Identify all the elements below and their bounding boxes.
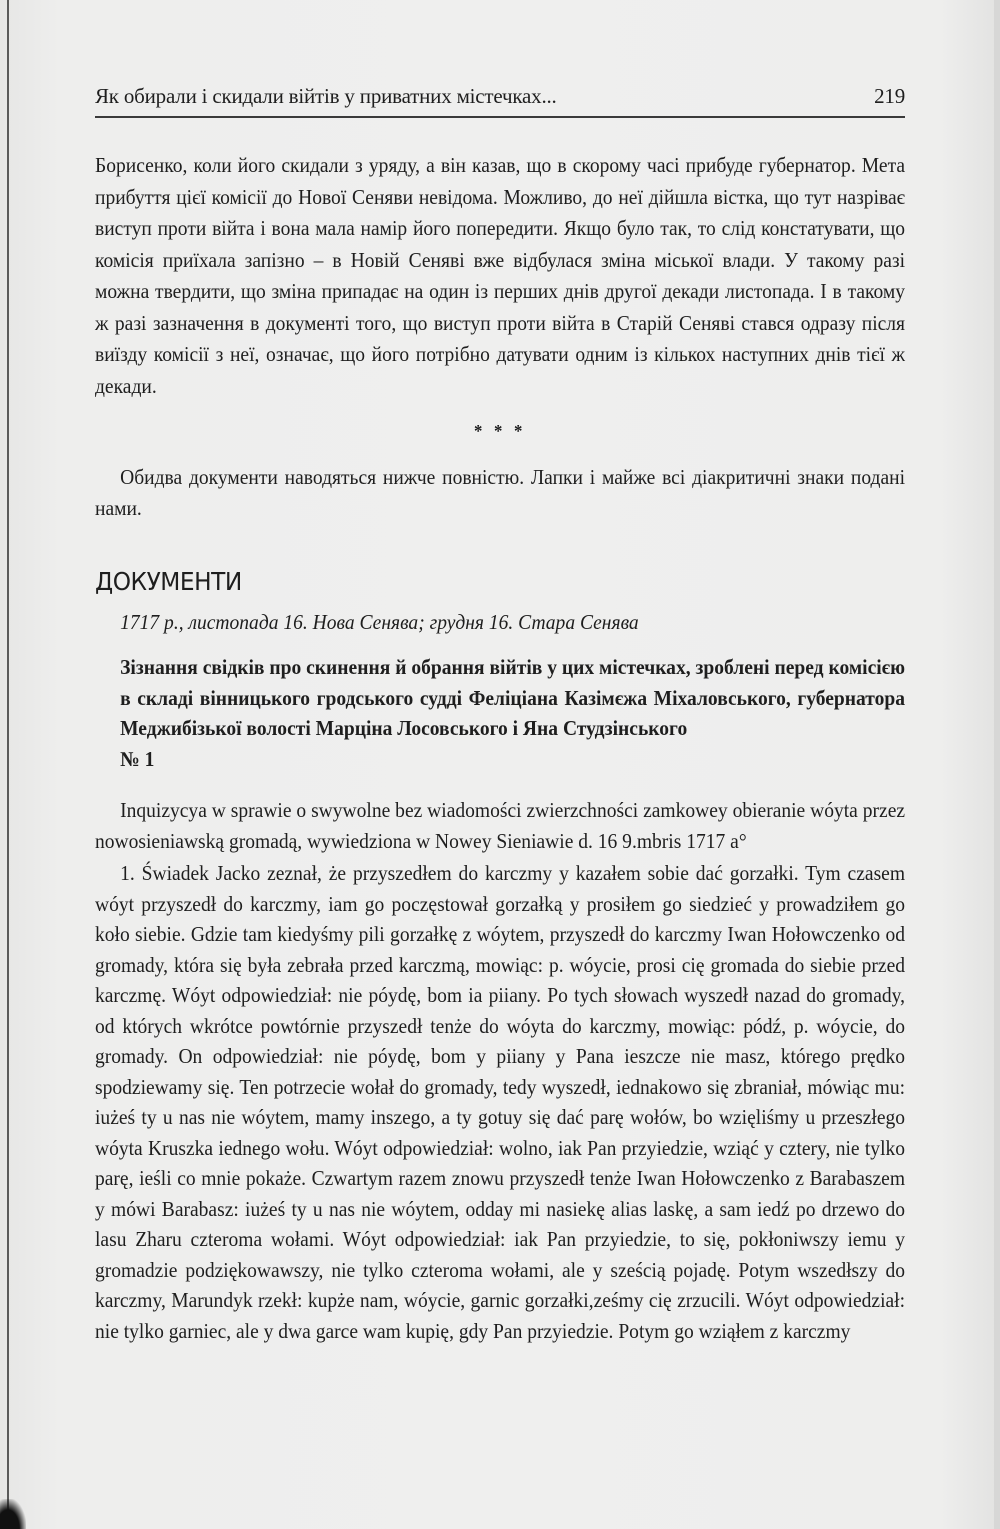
running-head bbox=[95, 84, 905, 109]
page-right-shadow bbox=[994, 0, 1000, 1529]
document-date-line: 1717 р., листопада 16. Нова Сенява; грудня 16. Стара Сенява bbox=[120, 609, 639, 634]
testimony-paragraph: 1. Świadek Jacko zeznał, że przyszedłem do karczmy y kazałem sobie dać gorzałki. Tym czasem wóyt przyszedł do karczmy, iam go poczęstował gorzałką y prosiłem go siedzieć y prowadziłem go koło siebie. Gdzie tam kiedyśmy pili gorzałkę z wóytem, przyszedł do karczmy Iwan Hołowczenko od gromady, która się była zebrała przed karczmą, mowiąc: p. wóycie, prosi cię gromada do siebie przed karczmę. Wóyt odpowiedział: nie póydę, bom ia piiany. Po tych słowach wyszedł nazad do gromady, od których wkrótce powtórnie przyszedł tenże do wóyta do karczmy, mowiąc: pódź, p. wóycie, do gromady. On odpowiedział: nie póydę, bom y piiany y Pana ieszcze nie masz, którego prędko spodziewamy się. Ten potrzecie wołał do gromady, tedy wyszedł, iednakowo się zbraniał, mówiąc mu: iużeś ty u nas nie wóytem, mamy inszego, a ty gotuy się dać parę wołów, bo wzięliśmy u przeszłego wóyta Kruszka iednego wołu. Wóyt odpowiedział: wolno, iak Pan przyiedzie, wziąć y cztery, nie tylko parę, ieśli co mnie pokaże. Czwartym razem znowu przyszedł tenże Iwan Hołowczenko z Barabaszem y mówi Barabasz: iużeś ty u nas nie wóytem, odday mi nasiekę alias laskę, a sam iedź po drzewo do lasu Zharu czteroma wołami. Wóyt odpowiedział: iak Pan przyiedzie, to się, pokłoniwszy iemu y gromadzie podziękowawszy, nie tylko czteroma wołami, ale y sześcią pojadę. Potym wszedłszy do karczmy, Marundyk rzekł: kupże nam, wóycie, garnic gorzałki,ześmy cię zrzucili. Wóyt odpowiedział: nie tylko garniec, ale y dwa garce wam kupię, gdy Pan przyiedzie. Potym go wziąłem z karczmy bbox=[95, 861, 906, 1343]
document-title: Зізнання свідків про скинення й обрання війтів у цих містечках, зроблені перед комісією в складі вінницького гродського судді Феліціана Казімєжа Міхаловського, губернатора Меджибізької волості Марціна Лосовського і Яна Студзінського bbox=[120, 655, 906, 740]
page-body bbox=[95, 150, 905, 1346]
documents-heading: ДОКУМЕНТИ bbox=[95, 566, 242, 596]
document-number: № 1 bbox=[120, 746, 155, 771]
running-head-title: Як обирали і скидали війтів у приватних містечках... bbox=[95, 84, 557, 108]
page-binding-edge bbox=[7, 0, 9, 1529]
header-rule bbox=[95, 116, 905, 118]
section-separator: * * * bbox=[473, 421, 527, 441]
note-paragraph: Обидва документи наводяться нижче повністю. Лапки і майже всі діакритичні знаки подані нами. bbox=[95, 464, 906, 520]
scan-artifact bbox=[0, 1499, 26, 1529]
page-number: 219 bbox=[874, 84, 905, 108]
body-paragraph: Борисенко, коли його скидали з уряду, а він казав, що в скорому часі прибуде губернатор. Мета прибуття цієї комісії до Нової Сеняви невідома. Можливо, до неї дійшла вістка, що тут назріває виступ проти війта і вона мала намір його попередити. Якщо було так, то слід констатувати, що комісія приїхала запізно – в Новій Сеняві вже відбулася зміна міської влади. У такому разі можна твердити, що зміна припадає на один із перших днів другої декади листопада. І в такому ж разі зазначення в документі того, що виступ проти війта в Старій Сеняві стався одразу після виїзду комісії з неї, означає, що його потрібно датувати одним із кількох наступних днів тієї ж декади. bbox=[95, 153, 906, 398]
inquiry-heading: Inquizycya w sprawie o swywolne bez wiadomości zwierzchności zamkowey obieranie wóyta przez nowosieniawską gromadą, wywiedziona w Nowey Sieniawie d. 16 9.mbris 1717 a° bbox=[95, 798, 906, 853]
